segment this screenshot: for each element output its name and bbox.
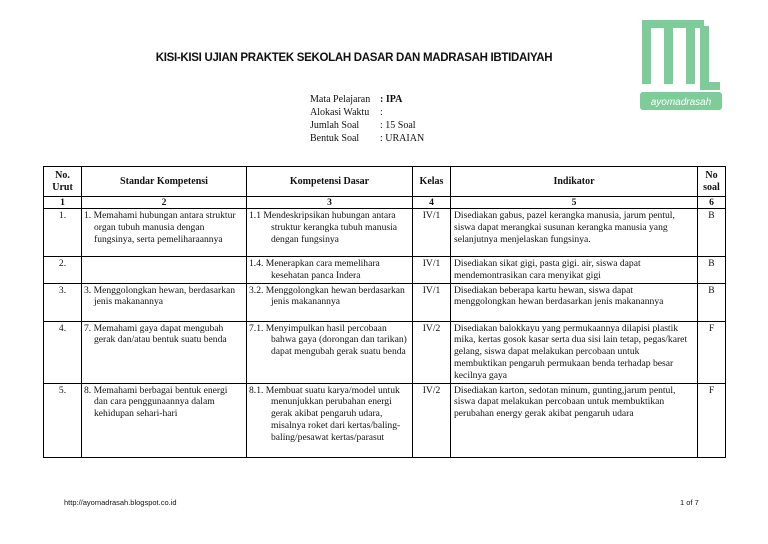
kisi-kisi-table bbox=[43, 166, 726, 458]
cell-kelas: IV/2 bbox=[413, 321, 451, 383]
meta-row bbox=[310, 132, 424, 145]
cell-standar-kompetensi: 3. Menggolongkan hewan, berdasarkan jenis makanannya bbox=[82, 283, 247, 321]
cell-kelas: IV/1 bbox=[413, 283, 451, 321]
table-header-row bbox=[44, 167, 726, 197]
column-number: 4 bbox=[413, 197, 451, 209]
cell-kelas: IV/1 bbox=[413, 209, 451, 257]
column-number-row bbox=[44, 197, 726, 209]
meta-label: Jumlah Soal bbox=[310, 120, 360, 131]
meta-value: : bbox=[380, 107, 383, 118]
header-indikator: Indikator bbox=[451, 167, 698, 197]
cell-indikator: Disediakan karton, sedotan minum, gunting,jarum pentul, siswa dapat melakukan percobaan untuk membuktikan perubahan energy gerak akibat pengaruh udara bbox=[451, 383, 698, 457]
header-kompetensi-dasar: Kompetensi Dasar bbox=[247, 167, 413, 197]
logo-text: ayomadrasah bbox=[650, 97, 712, 108]
cell-indikator: Disediakan beberapa kartu hewan, siswa dapat menggolongkan hewan berdasarkan jenis makanannya bbox=[451, 283, 698, 321]
meta-label: Mata Pelajaran bbox=[310, 94, 371, 105]
cell-no: 5. bbox=[44, 383, 82, 457]
cell-no: 4. bbox=[44, 321, 82, 383]
cell-no-soal: B bbox=[698, 209, 726, 257]
cell-no: 2. bbox=[44, 257, 82, 284]
cell-kelas: IV/1 bbox=[413, 257, 451, 284]
footer-url[interactable]: http://ayomadrasah.blogspot.co.id bbox=[64, 498, 177, 507]
header-kelas: Kelas bbox=[413, 167, 451, 197]
footer-page-number: 1 of 7 bbox=[680, 498, 699, 507]
table-row bbox=[44, 383, 726, 457]
cell-kompetensi-dasar: 8.1. Membuat suatu karya/model untuk menunjukkan perubahan energi gerak akibat pengaruh udara, misalnya roket dari kertas/baling-baling/pesawat kertas/parasut bbox=[247, 383, 413, 457]
cell-standar-kompetensi: 1. Memahami hubungan antara struktur organ tubuh manusia dengan fungsinya, serta pemeliharaannya bbox=[82, 209, 247, 257]
meta-label: Alokasi Waktu bbox=[310, 107, 370, 118]
cell-standar-kompetensi: 8. Memahami berbagai bentuk energi dan cara penggunaannya dalam kehidupan sehari-hari bbox=[82, 383, 247, 457]
cell-indikator: Disediakan sikat gigi, pasta gigi. air, siswa dapat mendemontrasikan cara menyikat gigi bbox=[451, 257, 698, 284]
cell-kompetensi-dasar: 3.2. Menggolongkan hewan berdasarkan jenis makanannya bbox=[247, 283, 413, 321]
header-no: No. Urut bbox=[44, 167, 82, 197]
ayomadrasah-logo bbox=[640, 18, 722, 114]
header-no-soal: No soal bbox=[698, 167, 726, 197]
meta-row bbox=[310, 93, 424, 106]
meta-value: : URAIAN bbox=[380, 133, 425, 144]
cell-no-soal: F bbox=[698, 321, 726, 383]
column-number: 5 bbox=[451, 197, 698, 209]
cell-kompetensi-dasar: 7.1. Menyimpulkan hasil percobaan bahwa gaya (dorongan dan tarikan) dapat mengubah gerak suatu benda bbox=[247, 321, 413, 383]
meta-row bbox=[310, 106, 424, 119]
cell-standar-kompetensi: 7. Memahami gaya dapat mengubah gerak dan/atau bentuk suatu benda bbox=[82, 321, 247, 383]
cell-no-soal: B bbox=[698, 257, 726, 284]
cell-kompetensi-dasar: 1.4. Menerapkan cara memelihara kesehatan panca Indera bbox=[247, 257, 413, 284]
meta-value: : IPA bbox=[380, 94, 403, 105]
document-title: KISI-KISI UJIAN PRAKTEK SEKOLAH DASAR DAN MADRASAH IBTIDAIYAH bbox=[155, 52, 553, 64]
cell-indikator: Disediakan balokkayu yang permukaannya dilapisi plastik mika, kertas gosok kasar serta dua sisi lain tetap, pegas/karet gelang, siswa dapat melakukan percobaan untuk membuktikan pengaruh permukaan benda terhadap besar kecilnya gaya bbox=[451, 321, 698, 383]
column-number: 2 bbox=[82, 197, 247, 209]
table-row bbox=[44, 257, 726, 284]
cell-no-soal: B bbox=[698, 283, 726, 321]
cell-indikator: Disediakan gabus, pazel kerangka manusia, jarum pentul, siswa dapat merangkai susunan kerangka manusia yang selanjutnya menjelaskan fungsinya. bbox=[451, 209, 698, 257]
cell-no: 1. bbox=[44, 209, 82, 257]
cell-no-soal: F bbox=[698, 383, 726, 457]
table-row bbox=[44, 209, 726, 257]
document-meta bbox=[310, 93, 424, 145]
cell-kompetensi-dasar: 1.1 Mendeskripsikan hubungan antara struktur kerangka tubuh manusia dengan fungsinya bbox=[247, 209, 413, 257]
meta-value: : 15 Soal bbox=[380, 120, 416, 131]
cell-kelas: IV/2 bbox=[413, 383, 451, 457]
meta-label: Bentuk Soal bbox=[310, 133, 360, 144]
meta-row bbox=[310, 119, 424, 132]
column-number: 3 bbox=[247, 197, 413, 209]
cell-no: 3. bbox=[44, 283, 82, 321]
table-row bbox=[44, 321, 726, 383]
header-standar-kompetensi: Standar Kompetensi bbox=[82, 167, 247, 197]
column-number: 6 bbox=[698, 197, 726, 209]
column-number: 1 bbox=[44, 197, 82, 209]
table-row bbox=[44, 283, 726, 321]
cell-standar-kompetensi bbox=[82, 257, 247, 284]
